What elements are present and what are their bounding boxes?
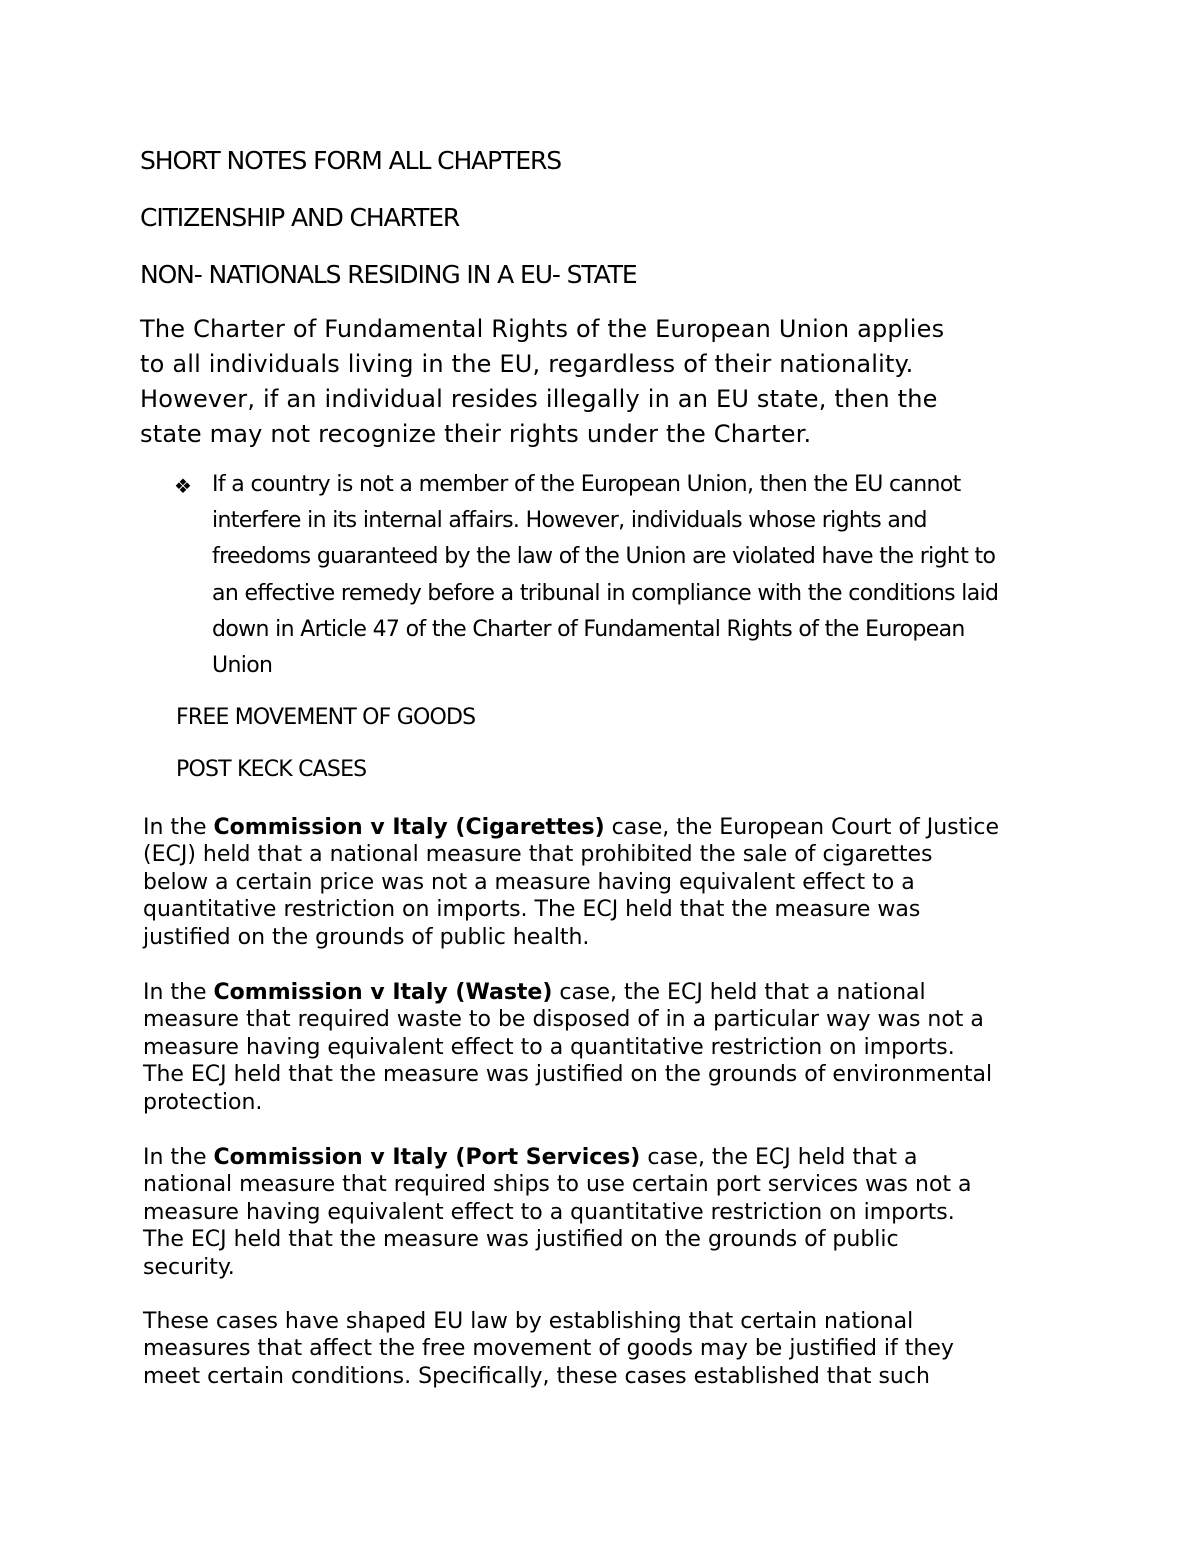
case-paragraph-cigarettes xyxy=(143,814,1073,951)
case-paragraph-waste xyxy=(143,979,1073,1116)
case-line: (ECJ) held that a national measure that prohibited the sale of cigarettes xyxy=(143,842,933,868)
case-name: Commission v Italy (Cigarettes) xyxy=(213,815,605,840)
bullet-line: an effective remedy before a tribunal in compliance with the conditions laid xyxy=(212,580,999,606)
case-line: national measure that required ships to use certain port services was not a xyxy=(143,1172,972,1198)
case-line: The ECJ held that the measure was justified on the grounds of environmental xyxy=(143,1062,993,1088)
intro-line: The Charter of Fundamental Rights of the European Union applies xyxy=(140,315,945,343)
case-first-line-rest: case, the ECJ held that a national xyxy=(552,980,926,1005)
intro-paragraph xyxy=(140,312,1070,452)
bullet-line: interfere in its internal affairs. However, individuals whose rights and xyxy=(212,508,927,534)
intro-line: state may not recognize their rights under the Charter. xyxy=(140,420,812,448)
case-first-line xyxy=(143,979,1073,1006)
intro-line: However, if an individual resides illegally in an EU state, then the xyxy=(140,385,938,413)
conclusion-line: These cases have shaped EU law by establishing that certain national xyxy=(143,1309,914,1334)
bullet-line: down in Article 47 of the Charter of Fundamental Rights of the European xyxy=(212,616,965,642)
case-line: measure having equivalent effect to a quantitative restriction on imports. xyxy=(143,1199,955,1225)
section-heading-citizenship: CITIZENSHIP AND CHARTER xyxy=(140,203,460,232)
case-prefix: In the xyxy=(143,1145,214,1170)
subheading-free-movement: FREE MOVEMENT OF GOODS xyxy=(176,705,476,730)
conclusion-line: measures that affect the free movement of goods may be justified if they xyxy=(143,1336,954,1362)
case-name: Commission v Italy (Waste) xyxy=(213,980,553,1005)
case-paragraph-port-services xyxy=(143,1144,1073,1281)
case-line: security. xyxy=(143,1254,235,1280)
case-line: below a certain price was not a measure having equivalent effect to a xyxy=(143,869,915,895)
conclusion-line: meet certain conditions. Specifically, these cases established that such xyxy=(143,1363,930,1389)
conclusion-paragraph xyxy=(143,1308,1073,1390)
case-prefix: In the xyxy=(143,980,214,1005)
case-line: The ECJ held that the measure was justified on the grounds of public xyxy=(143,1227,899,1253)
case-first-line xyxy=(143,814,1073,841)
section-heading-non-nationals: NON- NATIONALS RESIDING IN A EU- STATE xyxy=(140,260,637,289)
case-line: measure that required waste to be disposed of in a particular way was not a xyxy=(143,1007,984,1033)
case-name: Commission v Italy (Port Services) xyxy=(213,1145,641,1170)
case-prefix: In the xyxy=(143,815,214,840)
bullet-text xyxy=(212,467,1082,684)
diamond-bullet-icon: ❖ xyxy=(174,474,192,498)
intro-line: to all individuals living in the EU, regardless of their nationality. xyxy=(140,350,914,378)
bullet-line: freedoms guaranteed by the law of the Union are violated have the right to xyxy=(212,544,996,570)
case-first-line xyxy=(143,1144,1073,1171)
case-first-line-rest: case, the European Court of Justice xyxy=(604,815,999,840)
document-title: SHORT NOTES FORM ALL CHAPTERS xyxy=(140,146,562,175)
subheading-post-keck: POST KECK CASES xyxy=(176,757,367,782)
case-line: justified on the grounds of public health. xyxy=(143,924,590,950)
case-line: quantitative restriction on imports. The ECJ held that the measure was xyxy=(143,897,921,923)
case-line: measure having equivalent effect to a quantitative restriction on imports. xyxy=(143,1034,955,1060)
case-line: protection. xyxy=(143,1089,263,1115)
bullet-line: Union xyxy=(212,653,273,679)
bullet-line: If a country is not a member of the European Union, then the EU cannot xyxy=(212,472,961,497)
case-first-line-rest: case, the ECJ held that a xyxy=(640,1145,918,1170)
